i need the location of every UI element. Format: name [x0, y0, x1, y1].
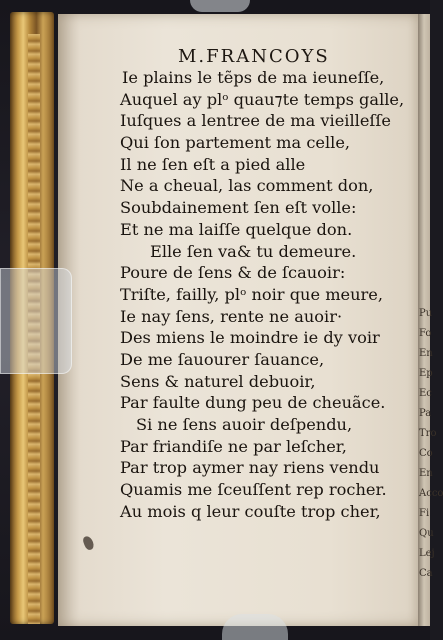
verse-line: Elle ſen va& tu demeure.: [150, 241, 357, 261]
verse-line: Au mois q leur couſte trop cher,: [120, 501, 381, 521]
facing-page-fragment: En: [419, 348, 433, 359]
glass-clip-left: [0, 268, 72, 374]
glass-clip-top: [190, 0, 250, 12]
running-head: M.FRANCOYS: [178, 46, 330, 67]
facing-page-fragment: Pu: [419, 308, 433, 319]
facing-page-fragment: En: [419, 468, 433, 479]
verse-line: Poure de ſens & de ſcauoir:: [120, 263, 346, 283]
glass-clip-bottom: [222, 614, 288, 640]
facing-page-edge: [418, 14, 443, 626]
facing-page-fragment: Qu: [419, 528, 434, 539]
verse-line: Par faulte dung peu de cheuãce.: [120, 393, 386, 413]
facing-page-fragment: Fi: [419, 508, 430, 519]
verse-line: Triſte, failly, plᵒ noir que meure,: [120, 284, 384, 304]
verse-line: Soubdainement ſen eſt volle:: [120, 198, 357, 218]
verse-line: Auquel ay plᵒ quau⁊te temps galle,: [120, 89, 405, 109]
verse-line: Iuſques a lentree de ma vieilleſſe: [120, 111, 391, 131]
verse-line: Il ne ſen eſt a pied alle: [120, 154, 306, 174]
verse-line: Si ne ſens auoir deſpendu,: [136, 415, 353, 434]
facing-page-fragment: Acco: [419, 488, 443, 499]
verse-line: Et ne ma laiſſe quelque don.: [120, 219, 353, 239]
verse-line: Quamis me ſceuſſent rep rocher.: [120, 480, 387, 500]
poem-text: [120, 67, 415, 522]
verse-line: Sens & naturel debuoir,: [120, 371, 316, 391]
facing-page-fragment: Co: [419, 448, 433, 459]
facing-page-fragment: Ec: [419, 388, 432, 399]
verse-line: Ie plains le tẽps de ma ieuneſſe,: [122, 68, 385, 87]
verse-line: De me ſauourer ſauance,: [120, 349, 325, 369]
facing-page-fragment: Ca: [419, 568, 433, 579]
verse-line: Ne a cheual, las comment don,: [120, 176, 374, 196]
facing-page-fragment: Lej: [419, 548, 435, 559]
facing-page-fragment: Ep: [419, 368, 433, 379]
verse-line: Ie nay ſens, rente ne auoir·: [120, 306, 343, 326]
verse-line: Par friandiſe ne par leſcher,: [120, 436, 347, 456]
verse-line: Qui ſon partement ma celle,: [120, 133, 351, 153]
verse-line: Par trop aymer nay riens vendu: [120, 458, 380, 478]
facing-page-fragment: Fo: [419, 328, 432, 339]
facing-page-fragment: Pa: [419, 408, 432, 419]
facing-page-fragment: Tro: [419, 428, 437, 439]
facing-page-text: [419, 304, 443, 584]
verse-line: Des miens le moindre ie dy voir: [120, 328, 380, 348]
